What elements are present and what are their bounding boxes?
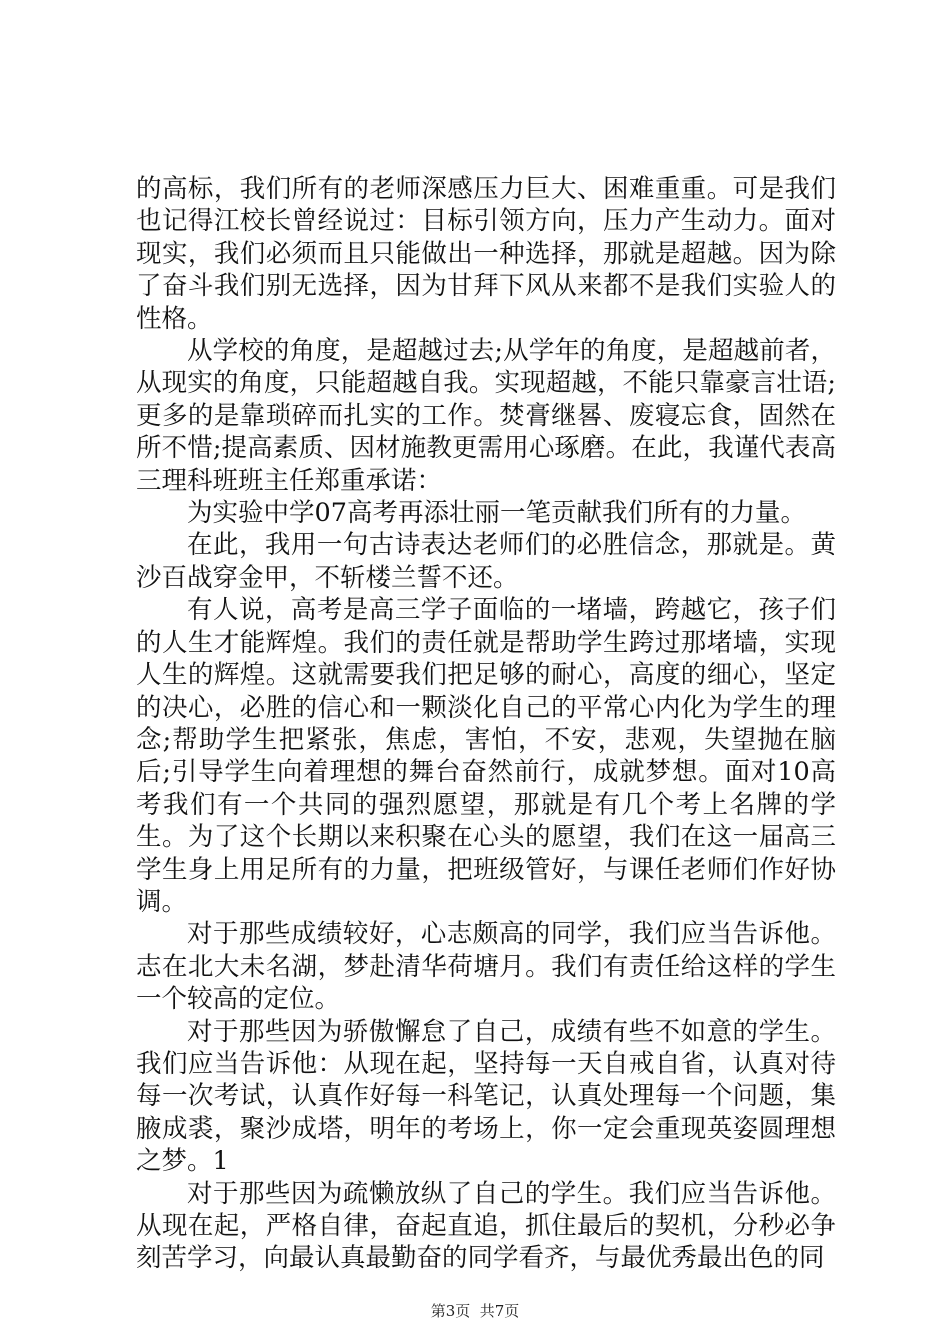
paragraph-2: 从学校的角度，是超越过去;从学年的角度，是超越前者，从现实的角度，只能超越自我。实现超越，不能只靠豪言壮语;更多的是靠琐碎而扎实的工作。焚膏继晷、废寝忘食，固然在所不惜;提高素质、因材施教更需用心琢磨。在此，我谨代表高三理科班班主任郑重承诺： (136, 336, 836, 496)
paragraph-8: 对于那些因为疏懒放纵了自己的学生。我们应当告诉他。从现在起，严格自律，奋起直追，抓住最后的契机，分秒必争刻苦学习，向最认真最勤奋的同学看齐，与最优秀最出色的同 (136, 1178, 836, 1274)
paragraph-5: 有人说，高考是高三学子面临的一堵墙，跨越它，孩子们的人生才能辉煌。我们的责任就是帮助学生跨过那堵墙，实现人生的辉煌。这就需要我们把足够的耐心，高度的细心，坚定的决心，必胜的信心和一颗淡化自己的平常心内化为学生的理念;帮助学生把紧张，焦虑，害怕，不安，悲观，失望抛在脑后;引导学生向着理想的舞台奋然前行，成就梦想。面对10高考我们有一个共同的强烈愿望，那就是有几个考上名牌的学生。为了这个长期以来积聚在心头的愿望，我们在这一届高三学生身上用足所有的力量，把班级管好，与课任老师们作好协调。 (136, 595, 836, 917)
page-footer: 第3页 共7页 (430, 1302, 520, 1320)
paragraph-7: 对于那些因为骄傲懈怠了自己，成绩有些不如意的学生。我们应当告诉他：从现在起，坚持每一天自戒自省，认真对待每一次考试，认真作好每一科笔记，认真处理每一个问题，集腋成裘，聚沙成塔，明年的考场上，你一定会重现英姿圆理想之梦。1 (136, 1016, 836, 1177)
paragraph-3: 为实验中学07高考再添壮丽一笔贡献我们所有的力量。 (187, 498, 806, 529)
document-body (136, 173, 836, 1275)
paragraph-4: 在此，我用一句古诗表达老师们的必胜信念，那就是。黄沙百战穿金甲，不斩楼兰誓不还。 (136, 530, 836, 593)
paragraph-1: 的高标，我们所有的老师深感压力巨大、困难重重。可是我们也记得江校长曾经说过：目标引领方向，压力产生动力。面对现实，我们必须而且只能做出一种选择，那就是超越。因为除了奋斗我们别无选择，因为甘拜下风从来都不是我们实验人的性格。 (136, 174, 836, 334)
paragraph-6: 对于那些成绩较好，心志颇高的同学，我们应当告诉他。志在北大未名湖，梦赴清华荷塘月。我们有责任给这样的学生一个较高的定位。 (136, 919, 836, 1015)
